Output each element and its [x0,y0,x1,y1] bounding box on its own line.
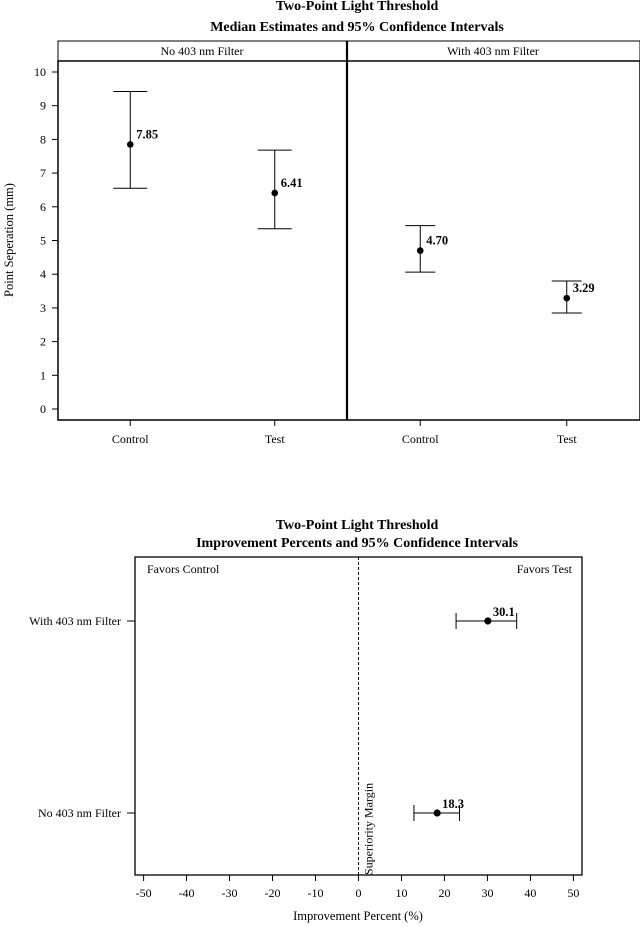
chart1-subtitle: Median Estimates and 95% Confidence Intervals [210,20,504,35]
x-tick-label: 40 [524,886,537,900]
estimate-point [434,809,441,816]
x-tick-label: -10 [307,886,324,900]
chart2-title: Two-Point Light Threshold [275,518,439,533]
y-axis [34,65,58,416]
median-point [563,295,570,302]
y-tick-label: 6 [40,199,46,214]
chart1-title: Two-Point Light Threshold [275,0,439,14]
y-tick-label: 4 [40,267,46,282]
panel1-frame [58,61,347,420]
data-label: 4.70 [426,233,449,248]
panel2-frame [347,61,640,420]
improvement-percent-chart [29,518,582,923]
x-tick-label: 10 [395,886,408,900]
median-estimates-chart [2,0,640,446]
y-tick-label: 1 [40,368,46,383]
x-tick-label: -20 [264,886,281,900]
reference-line-label: Superiority Margin [361,782,376,875]
y-tick-label: 7 [40,166,46,181]
x-tick-label: Test [556,432,577,446]
data-label: 3.29 [572,281,595,296]
chart2-subtitle: Improvement Percents and 95% Confidence Intervals [196,536,518,551]
data-label: 6.41 [280,175,303,190]
favors-control-note: Favors Control [147,562,220,576]
panel2-strip-label: With 403 nm Filter [447,44,539,58]
y-tick-label: 10 [34,65,46,79]
reference-line-group [359,557,376,875]
y-tick-label: 3 [40,300,46,315]
data-label: 7.85 [136,127,159,142]
median-point [417,247,424,254]
x-tick-label: -50 [135,886,152,900]
y-tick-label: With 403 nm Filter [29,614,121,628]
x-tick-label: -40 [178,886,195,900]
y-tick-label: 9 [40,98,46,113]
favors-test-note: Favors Test [516,562,572,576]
y-tick-label: No 403 nm Filter [38,806,121,820]
y-tick-label: 8 [40,132,46,147]
x-tick-label: Test [264,432,285,446]
x-tick-label: -30 [221,886,238,900]
plot-marks [29,605,517,821]
panel1-strip-label: No 403 nm Filter [160,44,244,58]
plot-marks [113,92,594,313]
y-axis-label: Point Seperation (mm) [2,183,16,297]
x-axis [136,875,580,900]
y-tick-label: 2 [40,334,46,349]
median-point [127,141,134,148]
x-tick-label: Control [111,432,149,446]
x-tick-label: 30 [481,886,494,900]
y-tick-label: 5 [40,233,46,248]
x-tick-label: 50 [567,886,580,900]
median-point [271,190,278,197]
x-tick-label: Control [401,432,439,446]
data-label: 18.3 [442,797,465,811]
x-tick-label: 20 [438,886,451,900]
y-tick-label: 0 [40,402,46,416]
data-label: 30.1 [492,605,515,619]
x-axis-label: Improvement Percent (%) [293,909,423,923]
x-axis [112,420,577,446]
estimate-point [484,617,491,624]
x-tick-label: 0 [355,886,362,900]
